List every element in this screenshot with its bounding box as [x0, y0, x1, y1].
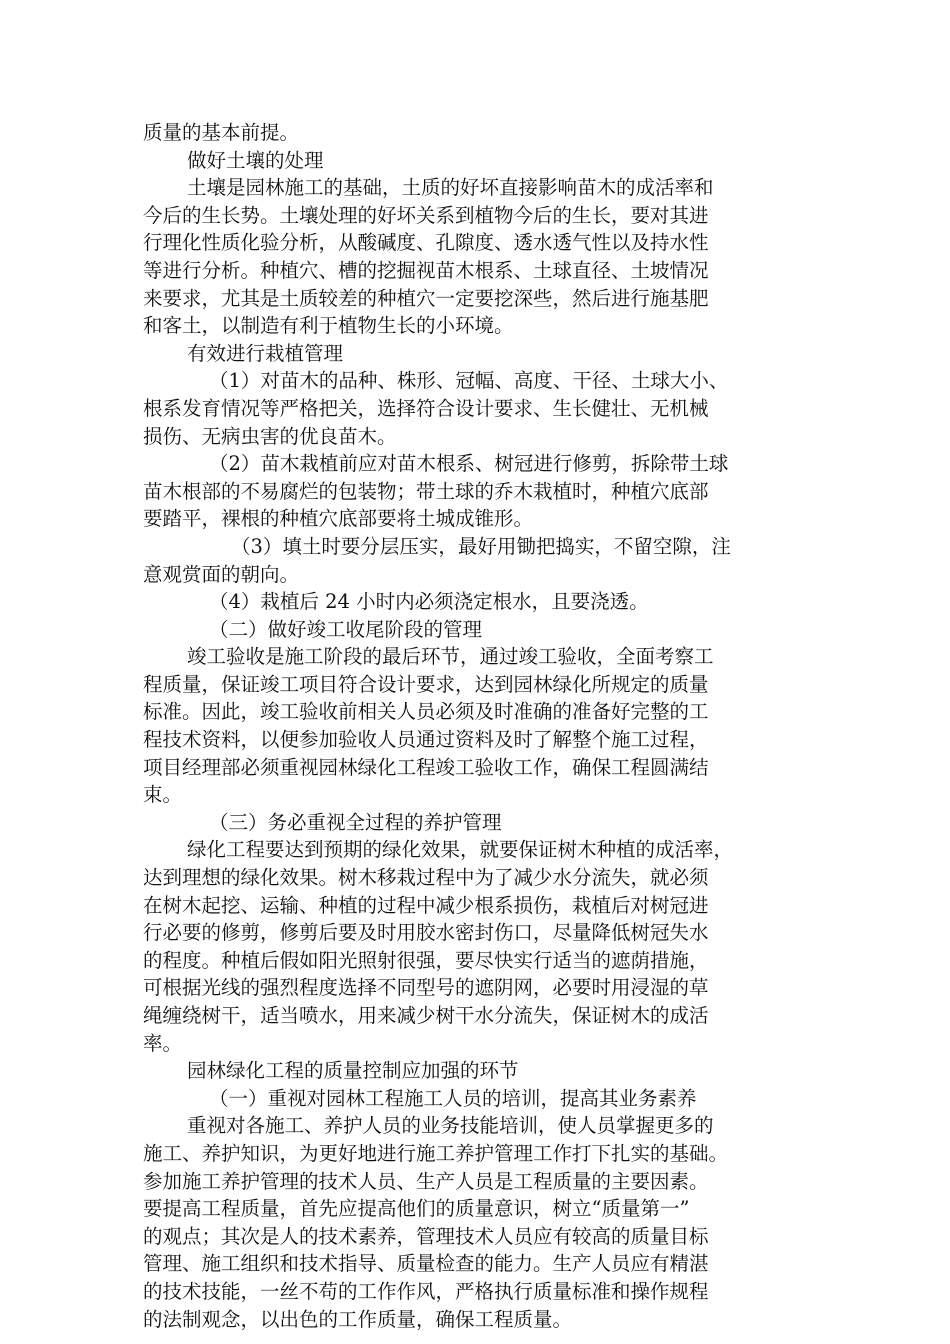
- paragraph-line: 和客土，以制造有利于植物生长的小环境。: [143, 314, 514, 338]
- paragraph-line: 来要求，尤其是土质较差的种植穴一定要挖深些，然后进行施基肥: [143, 286, 709, 310]
- paragraph-line: 施工、养护知识，为更好地进行施工养护管理工作打下扎实的基础。: [143, 1141, 729, 1165]
- paragraph-line: 束。: [143, 783, 183, 807]
- paragraph-line: 根系发育情况等严格把关，选择符合设计要求、生长健壮、无机械: [143, 396, 709, 420]
- paragraph-line: 行理化性质化验分析，从酸碱度、孔隙度、透水透气性以及持水性: [143, 231, 709, 255]
- paragraph-line: 可根据光线的强烈程度选择不同型号的遮阴网，必要时用浸湿的草: [143, 976, 709, 1000]
- paragraph-line: 等进行分析。种植穴、槽的挖掘视苗木根系、土球直径、土坡情况: [143, 258, 709, 282]
- paragraph-line: 参加施工养护管理的技术人员、生产人员是工程质量的主要因素。: [143, 1169, 709, 1193]
- paragraph-line-indented: 重视对各施工、养护人员的业务技能培训，使人员掌握更多的: [187, 1114, 714, 1138]
- paragraph-line: 意观赏面的朝向。: [143, 562, 300, 586]
- paragraph-line: 率。: [143, 1031, 183, 1055]
- document-page: [143, 119, 813, 1333]
- paragraph-line: 标准。因此，竣工验收前相关人员必须及时准确的准备好完整的工: [143, 700, 709, 724]
- paragraph-line-indented: （4）栽植后 24 小时内必须浇定根水，且要浇透。: [209, 590, 649, 614]
- paragraph-line-indented: （二）做好竣工收尾阶段的管理: [209, 617, 483, 641]
- paragraph-line: 苗木根部的不易腐烂的包装物；带土球的乔木栽植时，种植穴底部: [143, 479, 709, 503]
- paragraph-line: 管理、施工组织和技术指导、质量检查的能力。生产人员应有精湛: [143, 1252, 709, 1276]
- paragraph-line-indented: 园林绿化工程的质量控制应加强的环节: [187, 1059, 519, 1083]
- paragraph-line-indented: 有效进行栽植管理: [187, 341, 344, 365]
- paragraph-line-indented: （一）重视对园林工程施工人员的培训，提高其业务素养: [209, 1086, 697, 1110]
- paragraph-line: 要踏平，裸根的种植穴底部要将土城成锥形。: [143, 507, 534, 531]
- paragraph-line-indented: （3）填土时要分层压实，最好用锄把捣实，不留空隙，注: [231, 534, 731, 558]
- paragraph-line: 的法制观念，以出色的工作质量，确保工程质量。: [143, 1307, 573, 1331]
- paragraph-line: 在树木起挖、运输、种植的过程中减少根系损伤，栽植后对树冠进: [143, 893, 709, 917]
- paragraph-line: 的技术技能，一丝不苟的工作作风，严格执行质量标准和操作规程: [143, 1279, 709, 1303]
- paragraph-line: 程技术资料，以便参加验收人员通过资料及时了解整个施工过程，: [143, 728, 709, 752]
- paragraph-line-indented: 土壤是园林施工的基础，土质的好坏直接影响苗木的成活率和: [187, 176, 714, 200]
- paragraph-line: 达到理想的绿化效果。树木移栽过程中为了减少水分流失，就必须: [143, 866, 709, 890]
- paragraph-line-indented: 做好土壤的处理: [187, 148, 324, 172]
- paragraph-line: 的观点；其次是人的技术素养，管理技术人员应有较高的质量目标: [143, 1224, 709, 1248]
- paragraph-line: 程质量，保证竣工项目符合设计要求，达到园林绿化所规定的质量: [143, 672, 709, 696]
- paragraph-line-indented: （2）苗木栽植前应对苗木根系、树冠进行修剪，拆除带土球: [209, 452, 729, 476]
- paragraph-line: 质量的基本前提。: [143, 121, 300, 144]
- paragraph-line: 行必要的修剪，修剪后要及时用胶水密封伤口，尽量降低树冠失水: [143, 921, 709, 945]
- paragraph-line-indented: （1）对苗木的品种、株形、冠幅、高度、干径、土球大小、: [209, 369, 729, 393]
- paragraph-line: 要提高工程质量，首先应提高他们的质量意识，树立“质量第一”: [143, 1197, 690, 1221]
- paragraph-line: 损伤、无病虫害的优良苗木。: [143, 424, 397, 448]
- paragraph-line: 今后的生长势。土壤处理的好坏关系到植物今后的生长，要对其进: [143, 203, 709, 227]
- paragraph-line: 绳缠绕树干，适当喷水，用来减少树干水分流失，保证树木的成活: [143, 1004, 709, 1027]
- paragraph-line-indented: 竣工验收是施工阶段的最后环节，通过竣工验收，全面考察工: [187, 645, 714, 669]
- paragraph-line-indented: 绿化工程要达到预期的绿化效果，就要保证树木种植的成活率，: [187, 838, 734, 862]
- paragraph-line: 的程度。种植后假如阳光照射很强，要尽快实行适当的遮荫措施，: [143, 948, 709, 972]
- paragraph-line: 项目经理部必须重视园林绿化工程竣工验收工作，确保工程圆满结: [143, 755, 709, 779]
- paragraph-line-indented: （三）务必重视全过程的养护管理: [209, 810, 502, 834]
